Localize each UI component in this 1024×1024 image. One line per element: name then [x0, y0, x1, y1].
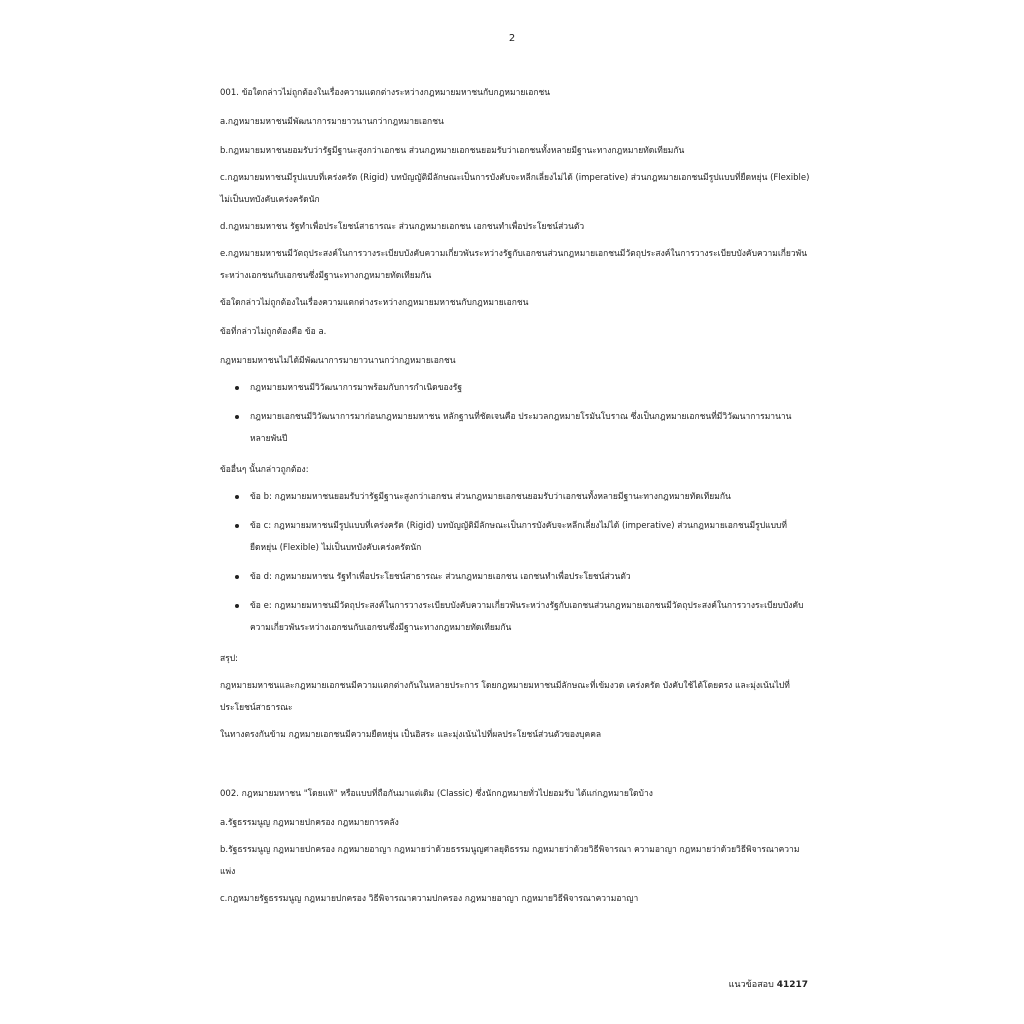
list-item: กฎหมายเอกชนมีวิวัฒนาการมาก่อนกฎหมายมหาชน หลักฐานที่ชัดเจนคือ ประมวลกฎหมายโรมันโบราณ ซึ่งเป็นกฎหมายเอกชนที่มีวิวัฒนาการมานานหลายพันปี	[250, 406, 810, 450]
answer-line: ข้อที่กล่าวไม่ถูกต้องคือ ข้อ a.	[220, 327, 327, 337]
footer-exam-code	[729, 977, 808, 991]
list-item: ข้อ c: กฎหมายมหาชนมีรูปแบบที่เคร่งครัด (Rigid) บทบัญญัติมีลักษณะเป็นการบังคับจะหลีกเลี่ยงไม่ได้ (imperative) ส่วนกฎหมายเอกชนมีรูปแบบที่ยืดหยุ่น (Flexible) ไม่เป็นบทบังคับเคร่งครัดนัก	[250, 515, 810, 559]
footer-label: แนวข้อสอบ	[728, 980, 774, 990]
list-item: ข้อ e: กฎหมายมหาชนมีวัตถุประสงค์ในการวางระเบียบบังคับความเกี่ยวพันระหว่างรัฐกับเอกชนส่วนกฎหมายเอกชนมีวัตถุประสงค์ในการวางระเบียบบังคับความเกี่ยวพันระหว่างเอกชนกับเอกชนซึ่งมีฐานะทางกฎหมายทัดเทียมกัน	[250, 595, 810, 639]
list-item: ข้อ b: กฎหมายมหาชนยอมรับว่ารัฐมีฐานะสูงกว่าเอกชน ส่วนกฎหมายเอกชนยอมรับว่าเอกชนทั้งหลายมีฐานะทางกฎหมายทัดเทียมกัน	[250, 486, 810, 508]
summary-paragraph-2: ในทางตรงกันข้าม กฎหมายเอกชนมีความยืดหยุ่น เป็นอิสระ และมุ่งเน้นไปที่ผลประโยชน์ส่วนตัวของบุคคล	[220, 730, 602, 740]
section-gap	[220, 751, 810, 781]
choice-a: a.กฎหมายมหาชนมีพัฒนาการมายาวนานกว่ากฎหมายเอกชน	[220, 117, 444, 127]
others-heading: ข้ออื่นๆ นั้นกล่าวถูกต้อง:	[220, 465, 309, 475]
footer-code-number: 41217	[776, 980, 808, 990]
summary-heading: สรุป:	[220, 654, 239, 664]
explanation-line: กฎหมายมหาชนไม่ได้มีพัฒนาการมายาวนานกว่ากฎหมายเอกชน	[220, 356, 456, 366]
choice-e: e.กฎหมายมหาชนมีวัตถุประสงค์ในการวางระเบียบบังคับความเกี่ยวพันระหว่างรัฐกับเอกชนส่วนกฎหมายเอกชนมีวัตถุประสงค์ในการวางระเบียบบังคับความเกี่ยวพันระหว่างเอกชนกับเอกชนซึ่งมีฐานะทางกฎหมายทัดเทียมกัน	[220, 249, 808, 281]
page-number: 2	[508, 33, 516, 44]
choice-d: d.กฎหมายมหาชน รัฐทำเพื่อประโยชน์สาธารณะ ส่วนกฎหมายเอกชน เอกชนทำเพื่อประโยชน์ส่วนตัว	[220, 222, 585, 232]
choice-a: a.รัฐธรรมนูญ กฎหมายปกครอง กฎหมายการคลัง	[220, 818, 399, 828]
document-body	[220, 80, 810, 915]
choice-c: c.กฎหมายรัฐธรรมนูญ กฎหมายปกครอง วิธีพิจารณาความปกครอง กฎหมายอาญา กฎหมายวิธีพิจารณาความอาญา	[220, 894, 639, 904]
question-restate: ข้อใดกล่าวไม่ถูกต้องในเรื่องความแตกต่างระหว่างกฎหมายมหาชนกับกฎหมายเอกชน	[220, 298, 529, 308]
choice-b: b.รัฐธรรมนูญ กฎหมายปกครอง กฎหมายอาญา กฎหมายว่าด้วยธรรมนูญศาลยุติธรรม กฎหมายว่าด้วยวิธีพิจารณา ความอาญา กฎหมายว่าด้วยวิธีพิจารณาความแพ่ง	[220, 845, 800, 877]
question-002: 002. กฎหมายมหาชน "โดยแท้" หรือแบบที่ถือกันมาแต่เดิม (Classic) ซึ่งนักกฎหมายทั่วไปยอมรับ ได้แก่กฎหมายใดบ้าง	[220, 789, 653, 799]
question-001: 001. ข้อใดกล่าวไม่ถูกต้องในเรื่องความแตกต่างระหว่างกฎหมายมหาชนกับกฎหมายเอกชน	[220, 88, 551, 98]
summary-paragraph-1: กฎหมายมหาชนและกฎหมายเอกชนมีความแตกต่างกันในหลายประการ โดยกฎหมายมหาชนมีลักษณะที่เข้มงวด เคร่งครัด บังคับใช้ได้โดยตรง และมุ่งเน้นไปที่ประโยชน์สาธารณะ	[220, 681, 790, 713]
explanation-list	[220, 377, 810, 450]
list-item: ข้อ d: กฎหมายมหาชน รัฐทำเพื่อประโยชน์สาธารณะ ส่วนกฎหมายเอกชน เอกชนทำเพื่อประโยชน์ส่วนตัว	[250, 566, 810, 588]
choice-b: b.กฎหมายมหาชนยอมรับว่ารัฐมีฐานะสูงกว่าเอกชน ส่วนกฎหมายเอกชนยอมรับว่าเอกชนทั้งหลายมีฐานะทางกฎหมายทัดเทียมกัน	[220, 146, 685, 156]
list-item: กฎหมายมหาชนมีวิวัฒนาการมาพร้อมกับการกำเนิดของรัฐ	[250, 377, 810, 399]
others-list	[220, 486, 810, 639]
choice-c: c.กฎหมายมหาชนมีรูปแบบที่เคร่งครัด (Rigid) บทบัญญัติมีลักษณะเป็นการบังคับจะหลีกเลี่ยงไม่ได้ (imperative) ส่วนกฎหมายเอกชนมีรูปแบบที่ยืดหยุ่น (Flexible) ไม่เป็นบทบังคับเคร่งครัดนัก	[220, 173, 810, 205]
